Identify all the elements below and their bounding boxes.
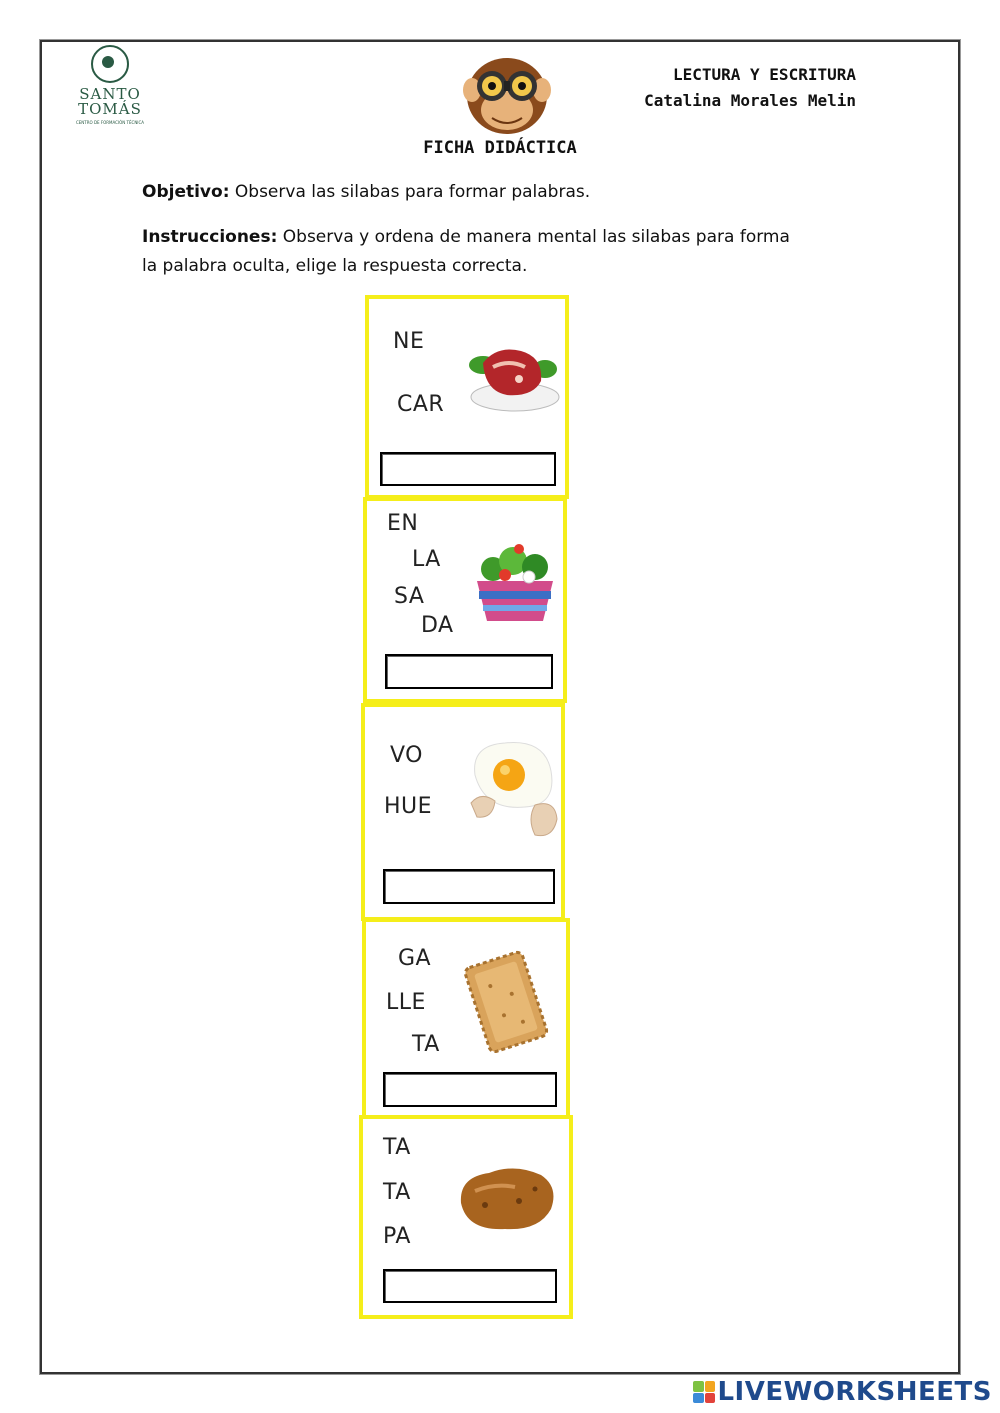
syllable: LA xyxy=(412,547,441,572)
syllable: GA xyxy=(398,946,432,971)
header-block xyxy=(644,62,856,114)
syllable: TA xyxy=(412,1032,440,1057)
syllable: HUE xyxy=(384,794,433,819)
liveworksheets-icon xyxy=(693,1381,715,1403)
syllable: SA xyxy=(394,584,425,609)
syllable: LLE xyxy=(386,990,426,1015)
syllable: DA xyxy=(421,613,454,638)
card-carne xyxy=(365,295,569,499)
syllable: TA xyxy=(383,1180,411,1205)
answer-box[interactable] xyxy=(385,654,553,689)
card-ensalada xyxy=(363,497,567,703)
liveworksheets-logo xyxy=(693,1377,992,1407)
meat-plate-icon xyxy=(463,335,561,417)
answer-box[interactable] xyxy=(383,1072,557,1107)
subject-label: LECTURA Y ESCRITURA xyxy=(672,65,856,84)
logo-line-1: SANTO xyxy=(79,85,141,103)
cookie-icon xyxy=(456,948,556,1056)
answer-box[interactable] xyxy=(383,869,555,904)
objective-label: Objetivo: xyxy=(142,182,230,202)
liveworksheets-brand: LIVEWORKSHEETS xyxy=(717,1377,992,1407)
syllable: NE xyxy=(393,329,425,354)
syllable: VO xyxy=(390,743,423,768)
card-papa xyxy=(359,1115,573,1319)
instructions-line-1: Observa y ordena de manera mental las silabas para forma xyxy=(282,227,790,247)
syllable: PA xyxy=(383,1224,411,1249)
page-title: FICHA DIDÁCTICA xyxy=(423,138,577,158)
logo-line-2: TOMÁS xyxy=(78,100,142,118)
monkey-binoculars-icon xyxy=(462,48,552,134)
santo-tomas-logo xyxy=(70,45,150,125)
answer-box[interactable] xyxy=(383,1269,557,1303)
logo-line-3: CENTRO DE FORMACIÓN TÉCNICA xyxy=(75,120,145,125)
objective xyxy=(142,178,862,207)
answer-box[interactable] xyxy=(380,452,556,486)
instructions-label: Instrucciones: xyxy=(142,227,278,247)
salad-bowl-icon xyxy=(471,535,559,627)
card-huevo xyxy=(361,703,565,921)
syllable: CAR xyxy=(397,392,445,417)
objective-text: Observa las silabas para formar palabras. xyxy=(234,182,591,202)
instructions-line-2: la palabra oculta, elige la respuesta correcta. xyxy=(142,256,528,276)
fried-egg-icon xyxy=(465,735,559,847)
syllable: TA xyxy=(383,1135,411,1160)
potato-icon xyxy=(455,1161,559,1235)
syllable: EN xyxy=(387,511,419,536)
card-galleta xyxy=(362,918,570,1120)
author-label: Catalina Morales Melin xyxy=(644,91,856,110)
seal-icon xyxy=(91,45,129,83)
instructions xyxy=(142,223,862,281)
